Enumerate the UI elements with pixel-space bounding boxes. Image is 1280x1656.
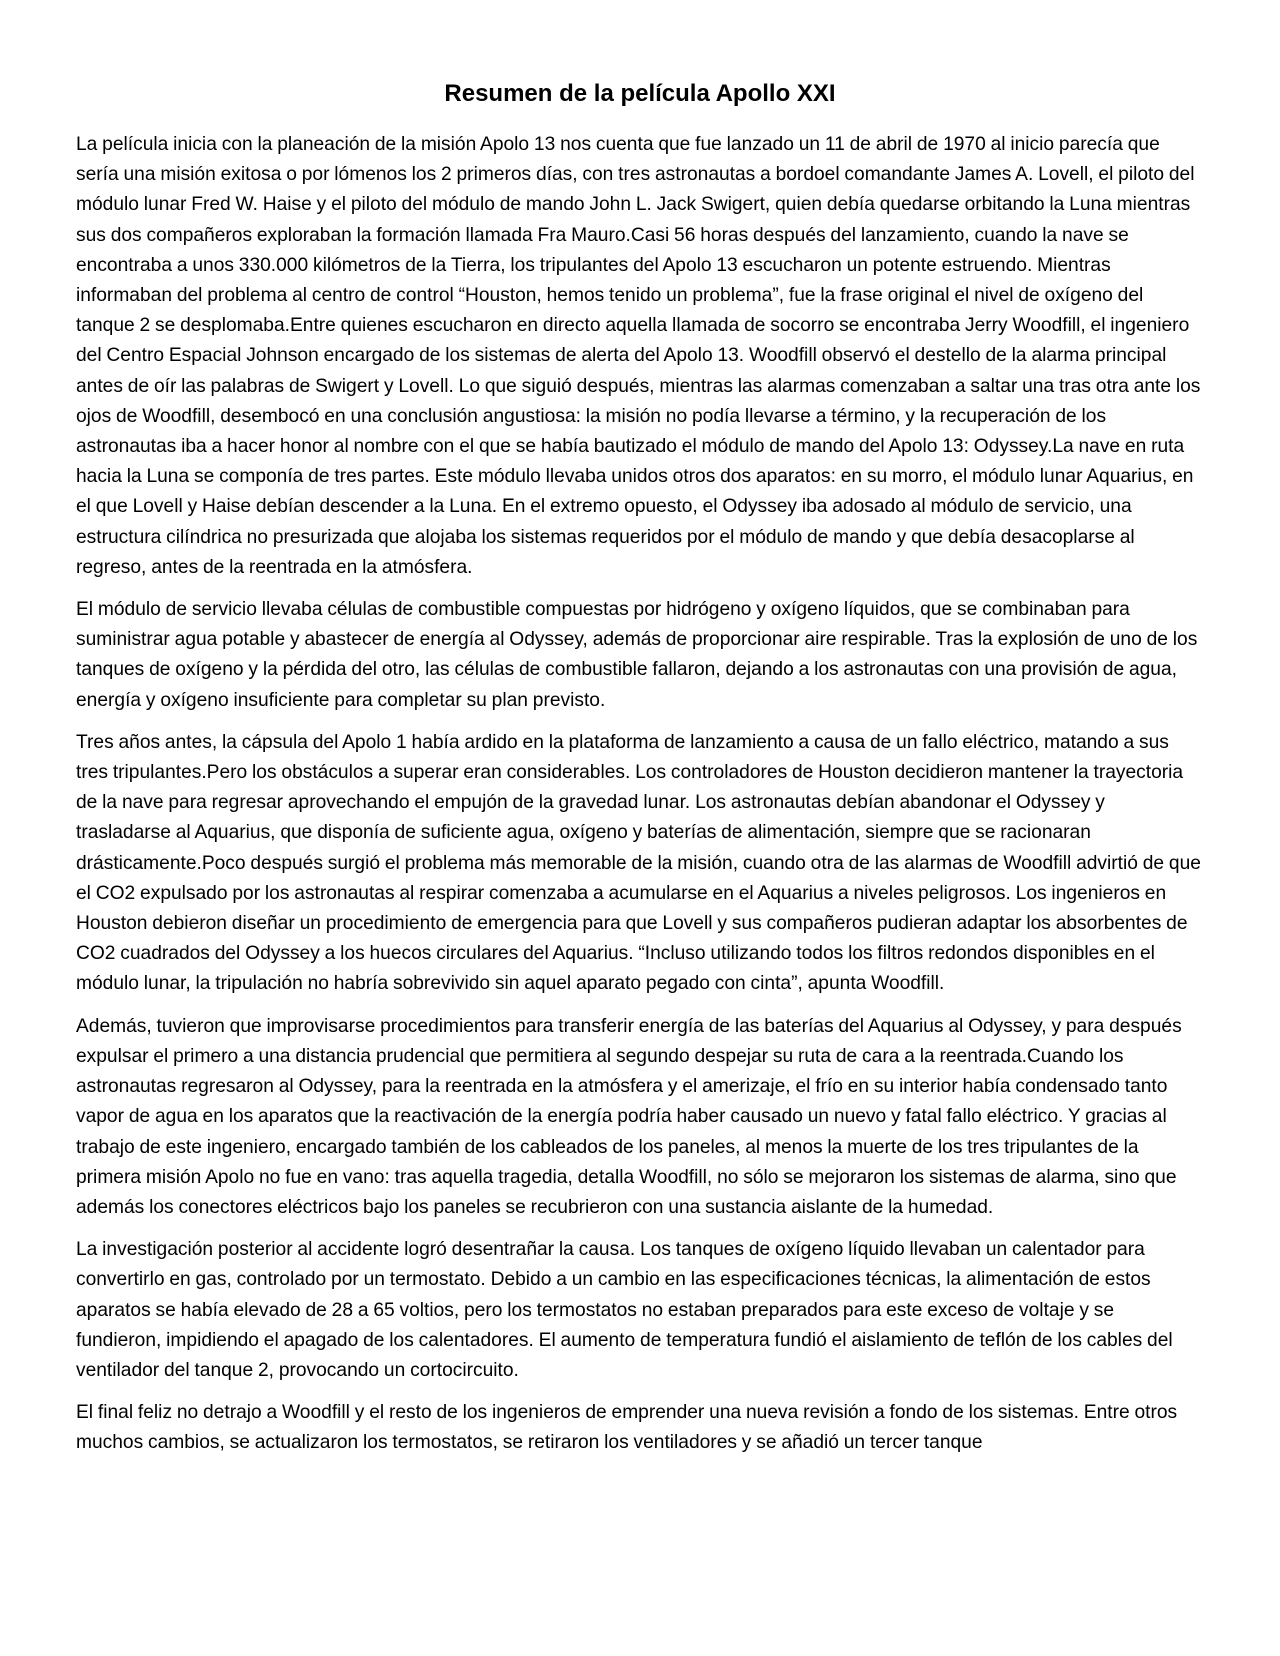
paragraph-1: La película inicia con la planeación de la misión Apolo 13 nos cuenta que fue lanzado un 11 de abril de 1970 al inicio parecía que sería una misión exitosa o por lómenos los 2 primeros días, con tres astronautas a bordoel comandante James A. Lovell, el piloto del módulo lunar Fred W. Haise y el piloto del módulo de mando John L. Jack Swigert, quien debía quedarse orbitando la Luna mientras sus dos compañeros exploraban la formación llamada Fra Mauro.Casi 56 horas después del lanzamiento, cuando la nave se encontraba a unos 330.000 kilómetros de la Tierra, los tripulantes del Apolo 13 escucharon un potente estruendo. Mientras informaban del problema al centro de control “Houston, hemos tenido un problema”, fue la frase original el nivel de oxígeno del tanque 2 se desplomaba.Entre quienes escucharon en directo aquella llamada de socorro se encontraba Jerry Woodfill, el ingeniero del Centro Espacial Johnson encargado de los sistemas de alerta del Apolo 13. Woodfill observó el destello de la alarma principal antes de oír las palabras de Swigert y Lovell. Lo que siguió después, mientras las alarmas comenzaban a saltar una tras otra ante los ojos de Woodfill, desembocó en una conclusión angustiosa: la misión no podía llevarse a término, y la recuperación de los astronautas iba a hacer honor al nombre con el que se había bautizado el módulo de mando del Apolo 13: Odyssey.La nave en ruta hacia la Luna se componía de tres partes. Este módulo llevaba unidos otros dos aparatos: en su morro, el módulo lunar Aquarius, en el que Lovell y Haise debían descender a la Luna. En el extremo opuesto, el Odyssey iba adosado al módulo de servicio, una estructura cilíndrica no presurizada que alojaba los sistemas requeridos por el módulo de mando y que debía desacoplarse al regreso, antes de la reentrada en la atmósfera. [76, 134, 1201, 578]
paragraph-6: El final feliz no detrajo a Woodfill y el resto de los ingenieros de emprender una nueva revisión a fondo de los sistemas. Entre otros muchos cambios, se actualizaron los termostatos, se retiraron los ventiladores y se añadió un tercer tanque [76, 1402, 1178, 1454]
paragraph-2: El módulo de servicio llevaba células de combustible compuestas por hidrógeno y oxígeno líquidos, que se combinaban para suministrar agua potable y abastecer de energía al Odyssey, además de proporcionar aire respirable. Tras la explosión de uno de los tanques de oxígeno y la pérdida del otro, las células de combustible fallaron, dejando a los astronautas con una provisión de agua, energía y oxígeno insuficiente para completar su plan previsto. [76, 599, 1198, 711]
paragraph-4: Además, tuvieron que improvisarse procedimientos para transferir energía de las baterías del Aquarius al Odyssey, y para después expulsar el primero a una distancia prudencial que permitiera al segundo despejar su ruta de cara a la reentrada.Cuando los astronautas regresaron al Odyssey, para la reentrada en la atmósfera y el amerizaje, el frío en su interior había condensado tanto vapor de agua en los aparatos que la reactivación de la energía podría haber causado un nuevo y fatal fallo eléctrico. Y gracias al trabajo de este ingeniero, encargado también de los cableados de los paneles, al menos la muerte de los tres tripulantes de la primera misión Apolo no fue en vano: tras aquella tragedia, detalla Woodfill, no sólo se mejoraron los sistemas de alarma, sino que además los conectores eléctricos bajo los paneles se recubrieron con una sustancia aislante de la humedad. [76, 1015, 1182, 1218]
document-body [76, 130, 1204, 1471]
paragraph-3: Tres años antes, la cápsula del Apolo 1 había ardido en la plataforma de lanzamiento a causa de un fallo eléctrico, matando a sus tres tripulantes.Pero los obstáculos a superar eran considerables. Los controladores de Houston decidieron mantener la trayectoria de la nave para regresar aprovechando el empujón de la gravedad lunar. Los astronautas debían abandonar el Odyssey y trasladarse al Aquarius, que disponía de suficiente agua, oxígeno y baterías de alimentación, siempre que se racionaran drásticamente.Poco después surgió el problema más memorable de la misión, cuando otra de las alarmas de Woodfill advirtió de que el CO2 expulsado por los astronautas al respirar comenzaba a acumularse en el Aquarius a niveles peligrosos. Los ingenieros en Houston debieron diseñar un procedimiento de emergencia para que Lovell y sus compañeros pudieran adaptar los absorbentes de CO2 cuadrados del Odyssey a los huecos circulares del Aquarius. “Incluso utilizando todos los filtros redondos disponibles en el módulo lunar, la tripulación no habría sobrevivido sin aquel aparato pegado con cinta”, apunta Woodfill. [76, 731, 1201, 995]
paragraph-5: La investigación posterior al accidente logró desentrañar la causa. Los tanques de oxígeno líquido llevaban un calentador para convertirlo en gas, controlado por un termostato. Debido a un cambio en las especificaciones técnicas, la alimentación de estos aparatos se había elevado de 28 a 65 voltios, pero los termostatos no estaban preparados para este exceso de voltaje y se fundieron, impidiendo el apagado de los calentadores. El aumento de temperatura fundió el aislamiento de teflón de los cables del ventilador del tanque 2, provocando un cortocircuito. [76, 1239, 1173, 1381]
document-title: Resumen de la película Apollo XXI [444, 80, 836, 107]
